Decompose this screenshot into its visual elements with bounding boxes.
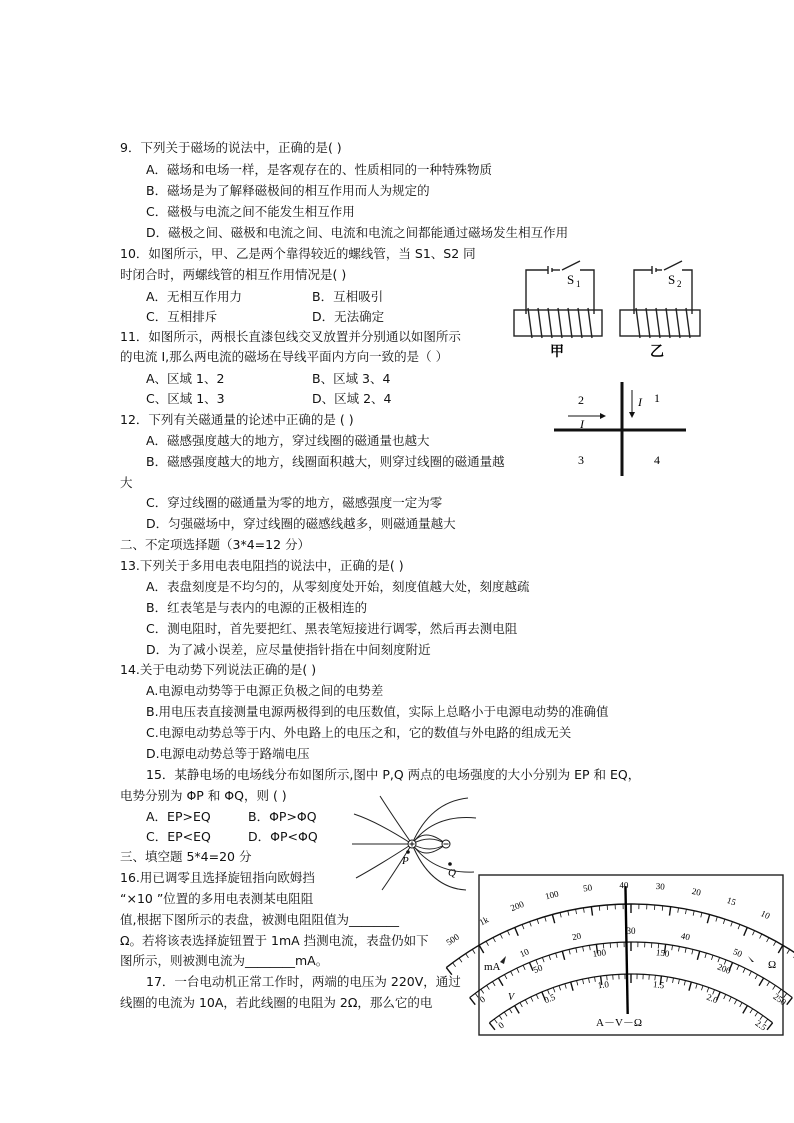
ohm-scale-tick bbox=[472, 949, 475, 953]
q13-option-d: D．为了减小误差，应尽量使指针指在中间刻度附近 bbox=[146, 642, 431, 657]
q15-stem-line1: 15．某静电场的电场线分布如图所示,图中 P,Q 两点的电场强度的大小分别为 EP 和 EQ， bbox=[146, 767, 641, 782]
q14-option-c: C.电源电动势总等于内、外电路上的电压之和，它的数值与外电路的组成无关 bbox=[146, 725, 572, 740]
q10-option-a: A．无相互作用力 bbox=[146, 289, 243, 304]
q9-stem: 9．下列关于磁场的说法中，正确的是( ) bbox=[120, 140, 342, 155]
q12-option-b-line2: 大 bbox=[120, 475, 133, 490]
region-1-label: 1 bbox=[654, 391, 660, 405]
q16-line4: Ω。若将该表选择旋钮置于 1mA 挡测电流，表盘仍如下 bbox=[120, 933, 429, 948]
section-2-heading: 二、不定项选择题（3*4=12 分） bbox=[120, 537, 311, 552]
q16-line5: 图所示，则被测电流为________mA。 bbox=[120, 953, 329, 968]
q10-stem-line1: 10．如图所示，甲、乙是两个靠得较近的螺线管，当 S1、S2 同 bbox=[120, 246, 476, 261]
voltage-scale-label: 0.5 bbox=[542, 991, 557, 1006]
q14-stem: 14.关于电动势下列说法正确的是( ) bbox=[120, 662, 317, 677]
point-p-label: P bbox=[402, 855, 409, 867]
region-4-label: 4 bbox=[654, 453, 660, 467]
q12-stem: 12．下列有关磁通量的论述中正确的是 ( ) bbox=[120, 412, 354, 427]
current-scale-label: 200 bbox=[716, 961, 733, 976]
ohm-scale-label: 200 bbox=[509, 898, 526, 914]
current-scale-label: 250 bbox=[771, 991, 789, 1008]
q15-option-d: D．ΦP<ΦQ bbox=[248, 829, 318, 844]
unit-v-label: V bbox=[508, 992, 515, 1003]
q10-option-c: C．互相排斥 bbox=[146, 309, 218, 324]
q13-option-a: A．表盘刻度是不均匀的，从零刻度处开始，刻度值越大处，刻度越疏 bbox=[146, 579, 530, 594]
ohm-scale-tick bbox=[599, 906, 600, 911]
solenoid-figure bbox=[510, 252, 700, 362]
ohm-scale-label: 100 bbox=[544, 888, 560, 902]
current-scale-label-2: 40 bbox=[680, 930, 691, 943]
q17-line2: 线圈的电流为 10A，若此线圈的电阻为 2Ω，那么它的电 bbox=[120, 995, 433, 1010]
s1-label: S bbox=[567, 272, 575, 287]
q9-option-b: B．磁场是为了解释磁极间的相互作用而人为规定的 bbox=[146, 183, 430, 198]
q17-line1: 17．一台电动机正常工作时，两端的电压为 220V，通过 bbox=[146, 974, 461, 989]
current-scale-label-2: 50 bbox=[731, 946, 744, 960]
label-yi: 乙 bbox=[650, 345, 664, 360]
ohm-scale-tick bbox=[453, 963, 456, 967]
ohm-scale-tick bbox=[466, 954, 469, 958]
q16-line2: “×10 ”位置的多用电表测某电阻阻 bbox=[120, 891, 314, 906]
voltage-scale-label: 2.0 bbox=[705, 991, 720, 1006]
current-scale-label-2: 30 bbox=[626, 926, 636, 936]
q12-option-a: A．磁感强度越大的地方，穿过线圈的磁通量也越大 bbox=[146, 433, 430, 448]
current-scale-label: 50 bbox=[531, 962, 544, 976]
s1-subscript: 1 bbox=[576, 279, 581, 289]
region-2-label: 2 bbox=[578, 393, 584, 407]
q10-option-b: B．互相吸引 bbox=[312, 289, 384, 304]
voltage-scale-label: 1.5 bbox=[652, 979, 665, 991]
current-scale-label: 100 bbox=[591, 947, 607, 959]
q11-option-b: B、区域 3、4 bbox=[312, 371, 391, 386]
q12-option-d: D．匀强磁场中，穿过线圈的磁感线越多，则磁通量越大 bbox=[146, 516, 456, 531]
meter-bottom-label: A－V－Ω bbox=[596, 1017, 643, 1029]
unit-ohm-label: Ω bbox=[768, 959, 777, 971]
current-scale-label: 150 bbox=[655, 947, 671, 959]
ohm-scale-label: 30 bbox=[655, 880, 666, 892]
multimeter-dial-figure bbox=[444, 874, 789, 1036]
s2-label: S bbox=[668, 272, 676, 287]
q15-option-a: A．EP>EQ bbox=[146, 809, 211, 824]
current-scale-label: 0 bbox=[477, 993, 488, 1005]
q16-line3: 值,根据下图所示的表盘，被测电阻阻值为________ bbox=[120, 912, 399, 927]
ohm-scale-label: 500 bbox=[444, 931, 462, 948]
crossed-wires-figure bbox=[550, 378, 690, 478]
q9-option-c: C．磁极与电流之间不能发生相互作用 bbox=[146, 204, 355, 219]
q15-stem-line2: 电势分别为 ΦP 和 ΦQ，则 ( ) bbox=[120, 788, 287, 803]
current-scale-label-2: 20 bbox=[571, 930, 582, 943]
q12-option-b-line1: B．磁感强度越大的地方，线圈面积越大，则穿过线圈的磁通量越 bbox=[146, 454, 505, 469]
ohm-scale-label: 1k bbox=[477, 914, 491, 928]
q13-option-c: C．测电阻时，首先要把红、黑表笔短接进行调零，然后再去测电阻 bbox=[146, 621, 518, 636]
voltage-scale-label: 0 bbox=[496, 1019, 506, 1031]
field-lines-figure bbox=[350, 792, 480, 892]
point-q-label: Q bbox=[448, 867, 456, 879]
ohm-scale-tick bbox=[787, 949, 790, 953]
current-scale-label-2: 10 bbox=[518, 946, 531, 960]
s2-subscript: 2 bbox=[677, 279, 682, 289]
q14-option-a: A.电源电动势等于电源正负极之间的电势差 bbox=[146, 683, 384, 698]
current-h-label: I bbox=[580, 417, 584, 431]
q10-stem-line2: 时闭合时，两螺线管的相互作用情况是( ) bbox=[120, 267, 347, 282]
voltage-scale-label: 2.5 bbox=[753, 1017, 769, 1033]
ohm-scale-tick bbox=[459, 958, 462, 962]
q14-option-b: B.用电压表直接测量电源两极得到的电压数值，实际上总略小于电源电动势的准确值 bbox=[146, 704, 609, 719]
q11-option-a: A、区域 1、2 bbox=[146, 371, 225, 386]
ohm-scale-label: 50 bbox=[582, 882, 593, 894]
q13-stem: 13.下列关于多用电表电阻挡的说法中，正确的是( ) bbox=[120, 558, 404, 573]
ohm-scale-label: 20 bbox=[690, 885, 702, 898]
ohm-scale-label: 40 bbox=[619, 879, 629, 891]
q15-option-b: B．ΦP>ΦQ bbox=[248, 809, 317, 824]
q9-option-a: A．磁场和电场一样，是客观存在的、性质相同的一种特殊物质 bbox=[146, 162, 493, 177]
current-scale-tick bbox=[470, 998, 476, 1005]
q11-stem-line2: 的电流 I,那么两电流的磁场在导线平面内方向一致的是（ ） bbox=[120, 349, 449, 364]
q10-option-d: D．无法确定 bbox=[312, 309, 385, 324]
q16-line1: 16.用已调零且选择旋钮指向欧姆挡 bbox=[120, 870, 315, 885]
ohm-scale-label: 15 bbox=[725, 895, 738, 908]
q15-option-c: C．EP<EQ bbox=[146, 829, 211, 844]
q13-option-b: B．红表笔是与表内的电源的正极相连的 bbox=[146, 600, 368, 615]
q9-option-d: D．磁极之间、磁极和电流之间、电流和电流之间都能通过磁场发生相互作用 bbox=[146, 225, 569, 240]
q11-stem-line1: 11．如图所示，两根长直漆包线交叉放置并分别通以如图所示 bbox=[120, 329, 461, 344]
q12-option-c: C．穿过线圈的磁通量为零的地方，磁感强度一定为零 bbox=[146, 495, 443, 510]
label-jia: 甲 bbox=[550, 345, 564, 360]
section-3-heading: 三、填空题 5*4=20 分 bbox=[120, 849, 252, 864]
q11-option-d: D、区域 2、4 bbox=[312, 391, 392, 406]
ohm-scale-tick bbox=[662, 906, 663, 911]
q11-option-c: C、区域 1、3 bbox=[146, 391, 225, 406]
region-3-label: 3 bbox=[578, 453, 584, 467]
voltage-scale-label: 1.0 bbox=[597, 979, 610, 991]
unit-ma-label: mA bbox=[484, 961, 501, 973]
q14-option-d: D.电源电动势总等于路端电压 bbox=[146, 746, 310, 761]
ohm-scale-label: 10 bbox=[759, 908, 772, 922]
current-v-label: I bbox=[638, 395, 642, 409]
